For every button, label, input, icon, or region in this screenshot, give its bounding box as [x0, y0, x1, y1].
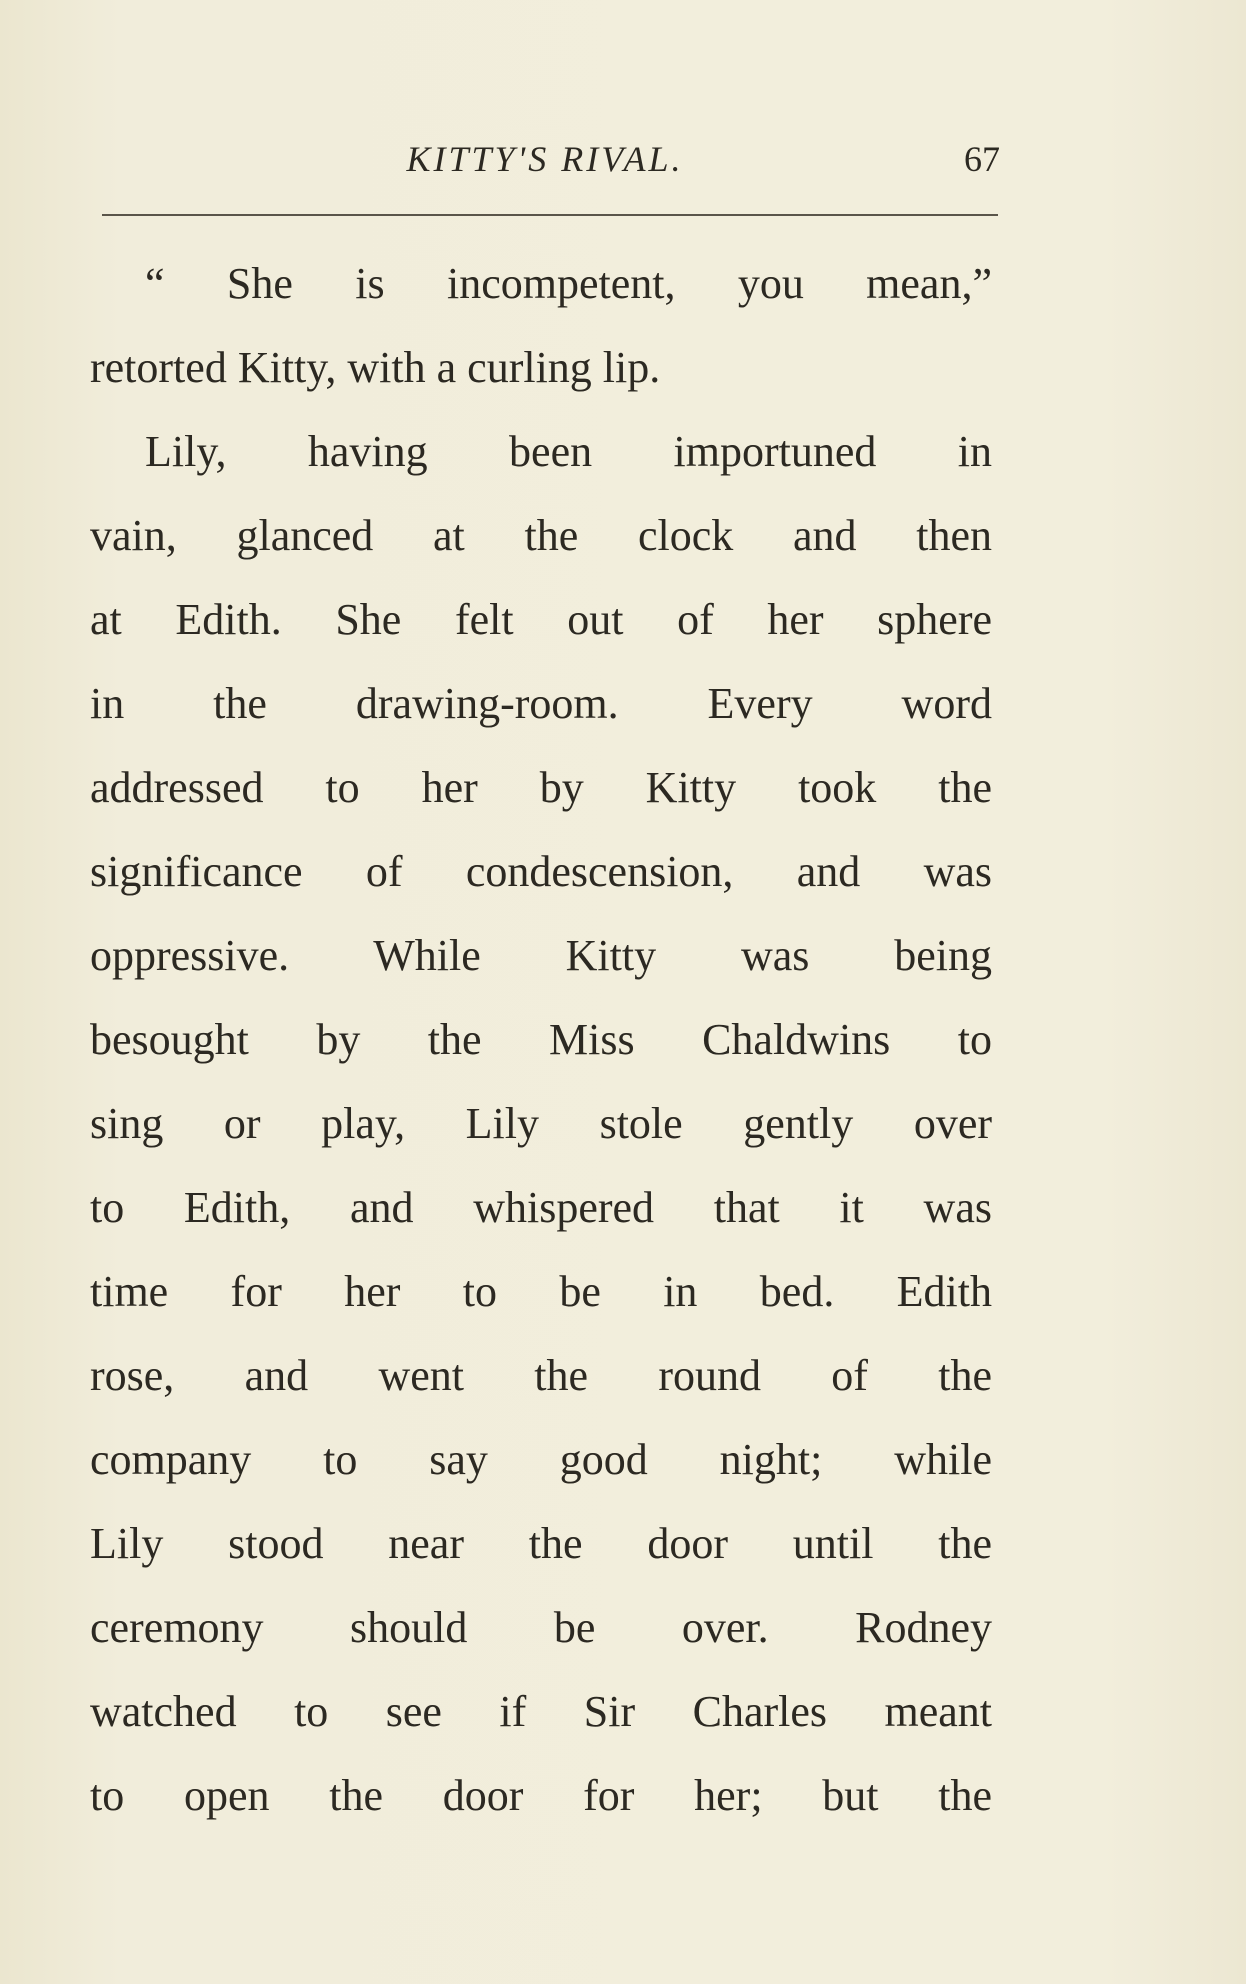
- running-title: KITTY'S RIVAL.: [406, 139, 684, 179]
- text-line: at Edith. She felt out of her sphere: [90, 595, 992, 644]
- text-line: Lily, having been importuned in: [145, 427, 992, 476]
- text-line: ceremony should be over. Rodney: [90, 1603, 992, 1652]
- text-line: rose, and went the round of the: [90, 1351, 992, 1400]
- text-line: Lily stood near the door until the: [90, 1519, 992, 1568]
- text-line: watched to see if Sir Charles meant: [90, 1687, 992, 1736]
- text-line: time for her to be in bed. Edith: [90, 1267, 992, 1316]
- header-rule: [102, 214, 998, 216]
- running-head: [90, 138, 1000, 188]
- text-line: sing or play, Lily stole gently over: [90, 1099, 992, 1148]
- text-line: oppressive. While Kitty was being: [90, 931, 992, 980]
- text-line: significance of condescension, and was: [90, 847, 992, 896]
- body-text: [90, 242, 992, 1838]
- text-line: company to say good night; while: [90, 1435, 992, 1484]
- text-line: vain, glanced at the clock and then: [90, 511, 992, 560]
- text-line: to Edith, and whispered that it was: [90, 1183, 992, 1232]
- text-line: retorted Kitty, with a curling lip.: [90, 343, 661, 392]
- text-line: besought by the Miss Chaldwins to: [90, 1015, 992, 1064]
- text-line: to open the door for her; but the: [90, 1771, 992, 1820]
- text-line: in the drawing-room. Every word: [90, 679, 992, 728]
- text-line: “ She is incompetent, you mean,”: [145, 259, 992, 308]
- page-number: 67: [964, 139, 1000, 179]
- text-line: addressed to her by Kitty took the: [90, 763, 992, 812]
